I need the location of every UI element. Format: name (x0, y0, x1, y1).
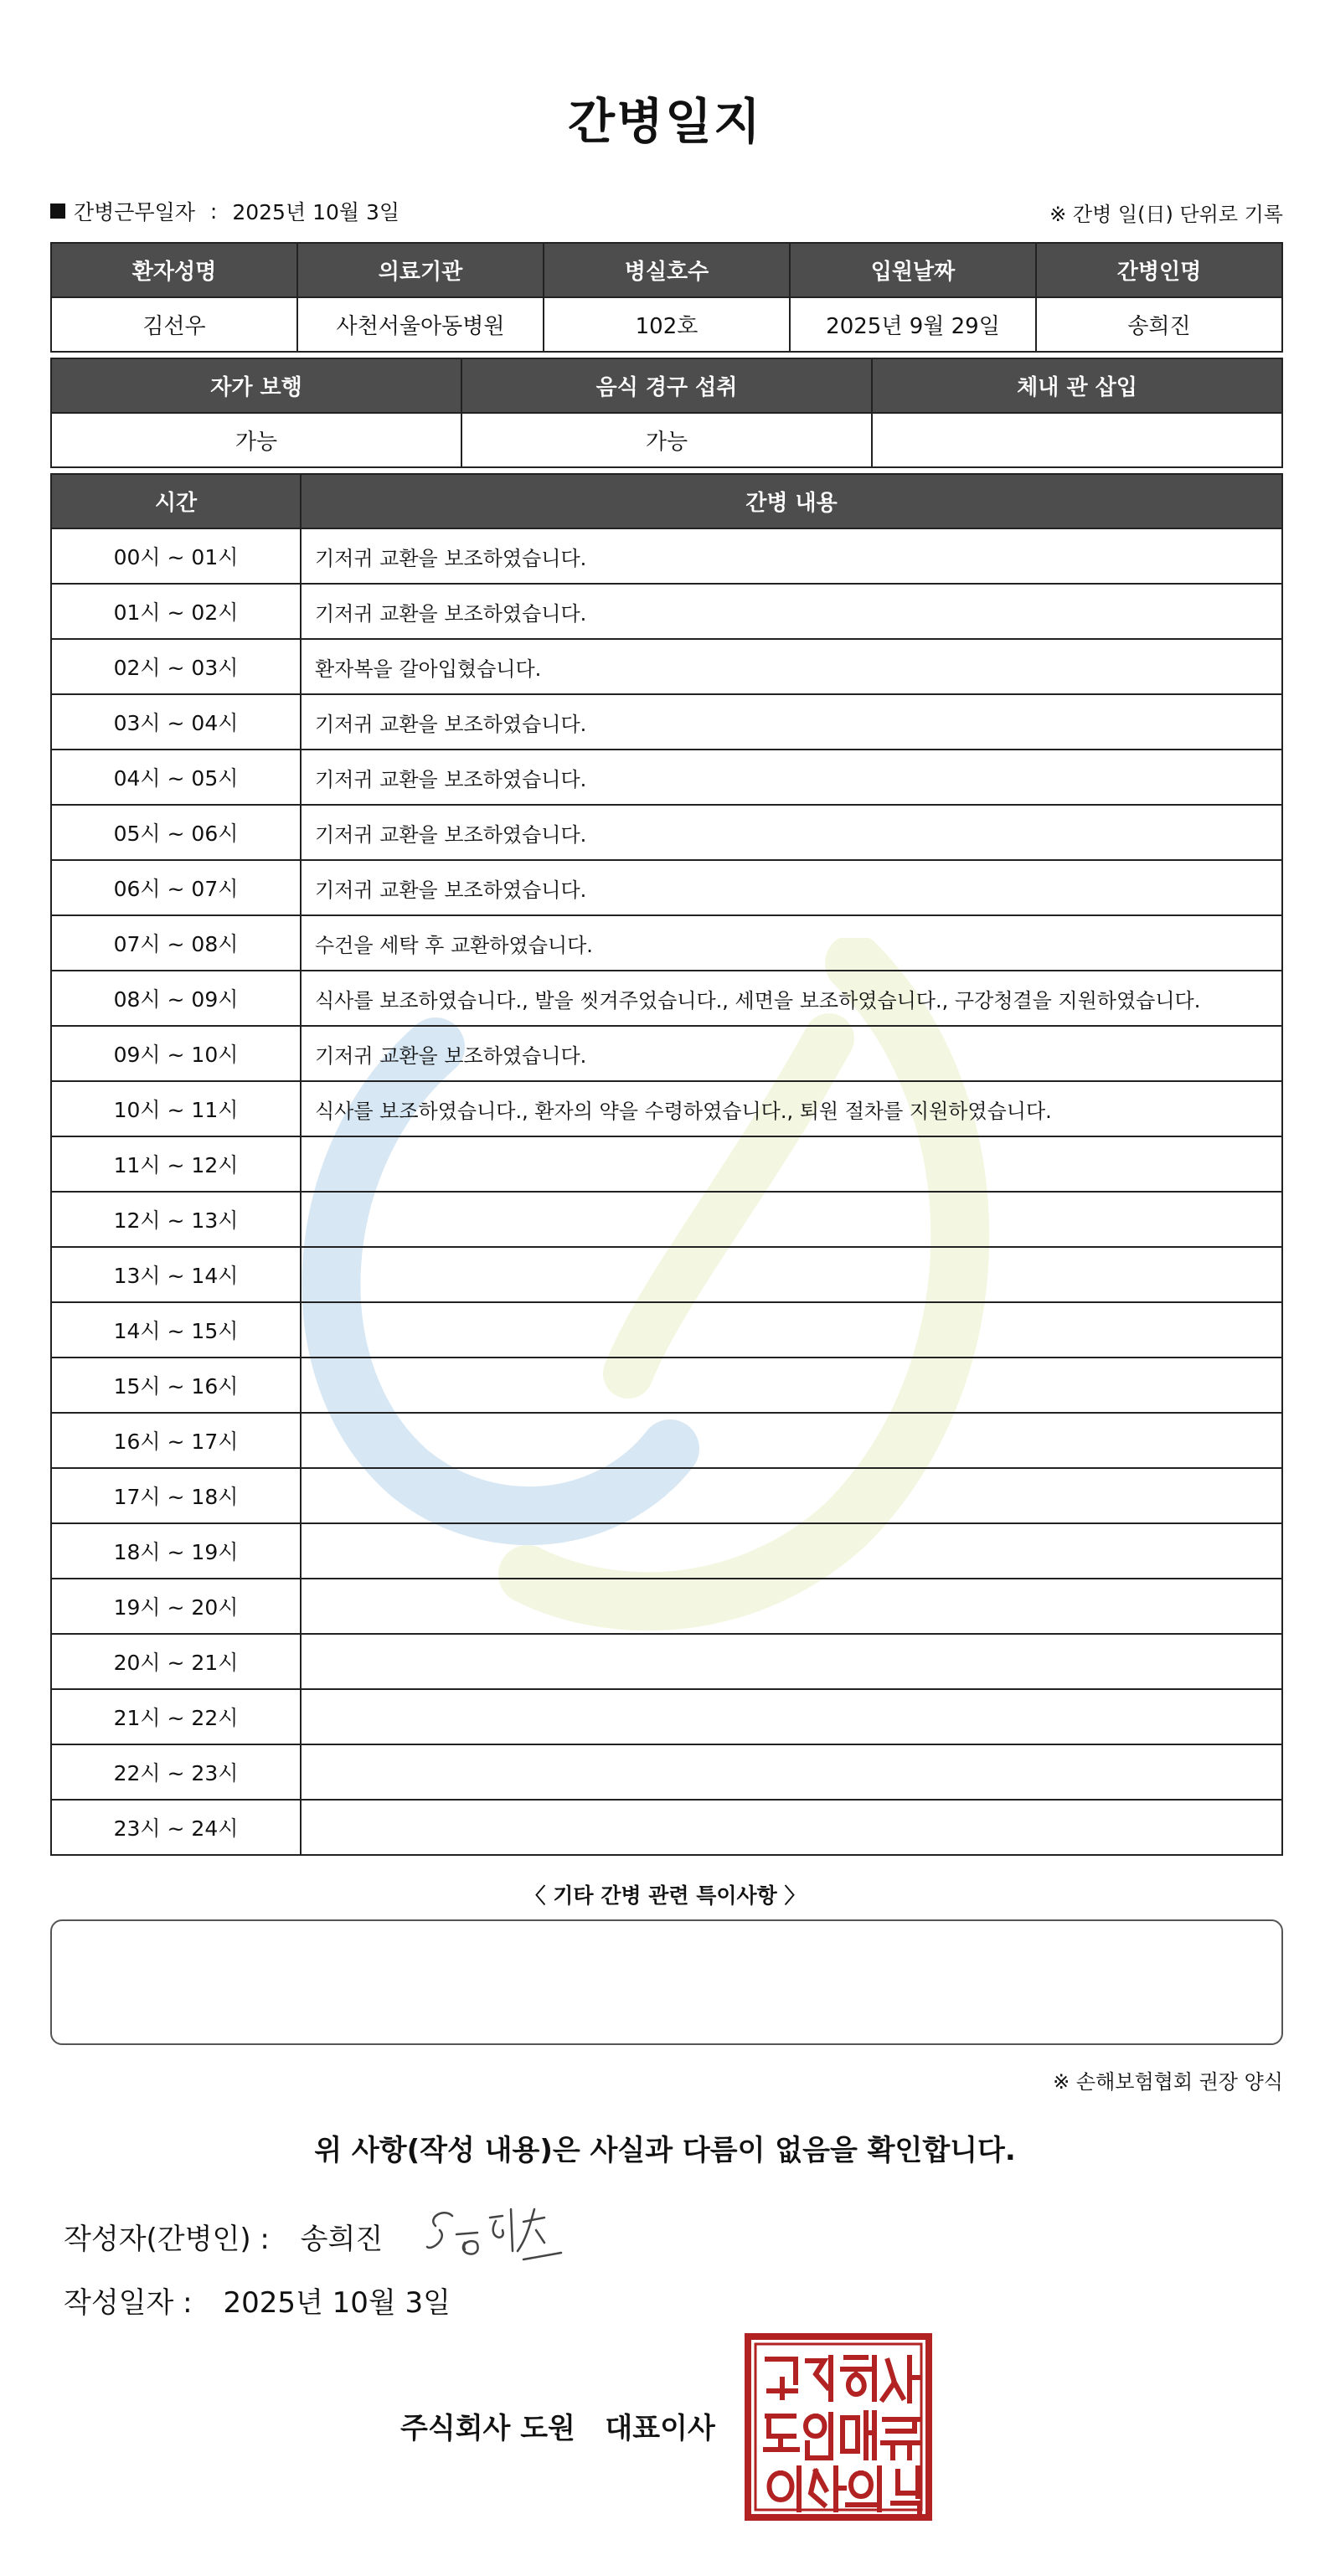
seal-grid (766, 2357, 920, 2512)
log-time-cell: 13시 ~ 14시 (51, 1247, 301, 1302)
log-content-cell (301, 1523, 1282, 1579)
writer-row (64, 2216, 383, 2257)
header-patient-name: 환자성명 (51, 243, 297, 297)
log-content-cell: 기저귀 교환을 보조하였습니다. (301, 528, 1282, 584)
log-content-cell: 기저귀 교환을 보조하였습니다. (301, 694, 1282, 750)
log-content-cell: 기저귀 교환을 보조하였습니다. (301, 860, 1282, 915)
hospital-name: 사천서울아동병원 (297, 297, 544, 352)
header-time: 시간 (51, 474, 301, 528)
log-time-cell: 02시 ~ 03시 (51, 639, 301, 694)
table-row (51, 1136, 1282, 1192)
table-row (51, 1689, 1282, 1744)
admission-date: 2025년 9월 29일 (790, 297, 1036, 352)
log-header-row (51, 474, 1282, 528)
log-time-cell: 22시 ~ 23시 (51, 1744, 301, 1800)
table-row (51, 1523, 1282, 1579)
company-seal-stamp (744, 2332, 933, 2522)
log-time-cell: 09시 ~ 10시 (51, 1026, 301, 1081)
log-content-cell (301, 1413, 1282, 1468)
company-representative: 주식회사 도원 대표이사 (400, 2412, 715, 2445)
log-content-cell (301, 1634, 1282, 1689)
log-content-cell (301, 1744, 1282, 1800)
log-time-cell: 08시 ~ 09시 (51, 971, 301, 1026)
log-time-cell: 04시 ~ 05시 (51, 750, 301, 805)
log-time-cell: 19시 ~ 20시 (51, 1579, 301, 1634)
tube-insertion-value (872, 413, 1282, 467)
status-value-row (51, 413, 1282, 467)
info-value-row (51, 297, 1282, 352)
log-time-cell: 05시 ~ 06시 (51, 805, 301, 860)
header-room: 병실호수 (544, 243, 790, 297)
table-row (51, 1413, 1282, 1468)
square-bullet-icon (50, 204, 65, 219)
written-date-row (64, 2280, 451, 2321)
log-time-cell: 14시 ~ 15시 (51, 1302, 301, 1358)
log-content-cell (301, 1468, 1282, 1523)
caregiver-name: 송희진 (1036, 297, 1282, 352)
table-row (51, 805, 1282, 860)
log-content-cell (301, 1136, 1282, 1192)
header-care-content: 간병 내용 (301, 474, 1282, 528)
log-time-cell: 07시 ~ 08시 (51, 915, 301, 971)
log-time-cell: 21시 ~ 22시 (51, 1689, 301, 1744)
log-content-cell (301, 1302, 1282, 1358)
log-time-cell: 11시 ~ 12시 (51, 1136, 301, 1192)
work-date-row (50, 196, 400, 226)
handwritten-signature (419, 2192, 570, 2276)
log-content-cell (301, 1689, 1282, 1744)
log-body (51, 528, 1282, 1855)
written-date-label: 작성일자 : (64, 2286, 193, 2320)
log-time-cell: 16시 ~ 17시 (51, 1413, 301, 1468)
header-admission-date: 입원날짜 (790, 243, 1036, 297)
table-row (51, 639, 1282, 694)
log-content-cell: 식사를 보조하였습니다., 환자의 약을 수령하였습니다., 퇴원 절차를 지원하였습니다. (301, 1081, 1282, 1136)
table-row (51, 694, 1282, 750)
log-time-cell: 23시 ~ 24시 (51, 1800, 301, 1855)
log-time-cell: 15시 ~ 16시 (51, 1358, 301, 1413)
writer-label: 작성자(간병인) : (64, 2223, 270, 2256)
written-date-value: 2025년 10월 3일 (223, 2286, 451, 2320)
table-row (51, 1800, 1282, 1855)
log-time-cell: 17시 ~ 18시 (51, 1468, 301, 1523)
log-time-cell: 20시 ~ 21시 (51, 1634, 301, 1689)
care-log-table (50, 473, 1283, 1856)
remarks-title: 〈 기타 간병 관련 특이사항 〉 (524, 1883, 806, 1908)
log-content-cell (301, 1247, 1282, 1302)
room-number: 102호 (544, 297, 790, 352)
log-content-cell (301, 1192, 1282, 1247)
patient-status-table (50, 358, 1283, 468)
table-row (51, 1634, 1282, 1689)
self-walking-value: 가능 (51, 413, 461, 467)
status-header-row (51, 358, 1282, 413)
log-content-cell: 식사를 보조하였습니다., 발을 씻겨주었습니다., 세면을 보조하였습니다., 구강청결을 지원하였습니다. (301, 971, 1282, 1026)
table-row (51, 584, 1282, 639)
table-row (51, 1302, 1282, 1358)
form-note: ※ 손해보험협회 권장 양식 (1053, 2070, 1283, 2094)
log-content-cell (301, 1579, 1282, 1634)
table-row (51, 528, 1282, 584)
work-date-separator: : (209, 198, 218, 224)
table-row (51, 860, 1282, 915)
log-content-cell (301, 1358, 1282, 1413)
table-row (51, 1081, 1282, 1136)
table-row (51, 1579, 1282, 1634)
work-date-label: 간병근무일자 (74, 200, 195, 224)
unit-note: ※ 간병 일(日) 단위로 기록 (1049, 203, 1283, 226)
remarks-box (50, 1919, 1283, 2045)
table-row (51, 1192, 1282, 1247)
info-header-row (51, 243, 1282, 297)
log-time-cell: 06시 ~ 07시 (51, 860, 301, 915)
log-content-cell (301, 1800, 1282, 1855)
log-content-cell: 수건을 세탁 후 교환하였습니다. (301, 915, 1282, 971)
log-time-cell: 10시 ~ 11시 (51, 1081, 301, 1136)
patient-info-table (50, 242, 1283, 353)
table-row (51, 915, 1282, 971)
log-time-cell: 12시 ~ 13시 (51, 1192, 301, 1247)
confirmation-statement: 위 사항(작성 내용)은 사실과 다름이 없음을 확인합니다. (314, 2134, 1016, 2167)
header-tube-insertion: 체내 관 삽입 (872, 358, 1282, 413)
work-date-value: 2025년 10월 3일 (232, 200, 400, 224)
table-row (51, 1744, 1282, 1800)
log-content-cell: 기저귀 교환을 보조하였습니다. (301, 750, 1282, 805)
table-row (51, 971, 1282, 1026)
log-time-cell: 00시 ~ 01시 (51, 528, 301, 584)
page-title: 간병일지 (567, 93, 763, 150)
table-row (51, 1026, 1282, 1081)
table-row (51, 1468, 1282, 1523)
header-oral-intake: 음식 경구 섭취 (461, 358, 872, 413)
header-caregiver-name: 간병인명 (1036, 243, 1282, 297)
patient-name: 김선우 (51, 297, 297, 352)
table-row (51, 1358, 1282, 1413)
log-time-cell: 01시 ~ 02시 (51, 584, 301, 639)
writer-name: 송희진 (300, 2223, 384, 2256)
log-content-cell: 기저귀 교환을 보조하였습니다. (301, 805, 1282, 860)
log-time-cell: 03시 ~ 04시 (51, 694, 301, 750)
header-self-walking: 자가 보행 (51, 358, 461, 413)
log-time-cell: 18시 ~ 19시 (51, 1523, 301, 1579)
table-row (51, 1247, 1282, 1302)
log-content-cell: 기저귀 교환을 보조하였습니다. (301, 584, 1282, 639)
log-content-cell: 기저귀 교환을 보조하였습니다. (301, 1026, 1282, 1081)
header-hospital: 의료기관 (297, 243, 544, 297)
oral-intake-value: 가능 (461, 413, 872, 467)
log-content-cell: 환자복을 갈아입혔습니다. (301, 639, 1282, 694)
table-row (51, 750, 1282, 805)
